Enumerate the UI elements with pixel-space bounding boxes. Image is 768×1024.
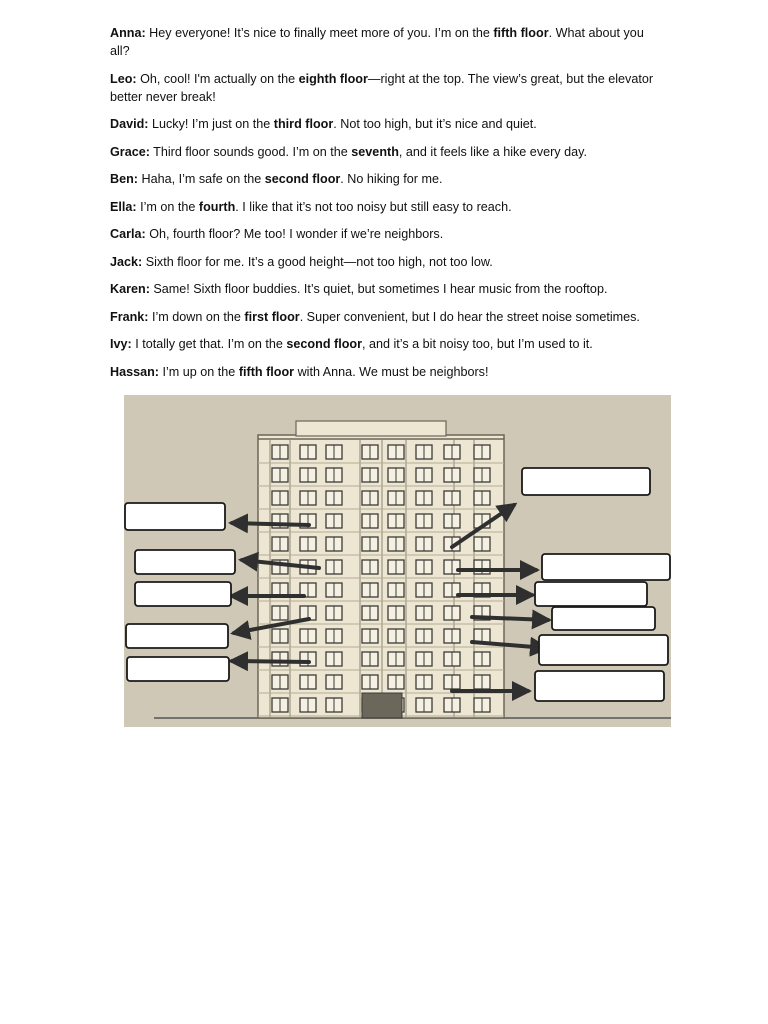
speaker-name: Anna: <box>110 26 146 40</box>
dialogue-text-segment: . Super convenient, but I do hear the street noise sometimes. <box>299 309 640 324</box>
dialogue-text-segment: Oh, cool! I'm actually on the <box>136 71 299 86</box>
dialogue-text <box>110 24 658 390</box>
speaker-name: Leo: <box>110 71 137 86</box>
dialogue-text-segment: Third floor sounds good. I’m on the <box>149 144 352 159</box>
speaker-name: Karen: <box>110 282 150 296</box>
speaker-name: Grace: <box>110 144 150 159</box>
dialogue-text-segment: , and it feels like a hike every day. <box>398 144 587 159</box>
dialogue-text-segment: I’m on the <box>136 199 199 214</box>
dialogue-text-segment: . What about you all? <box>110 26 644 58</box>
dialogue-line <box>110 280 658 298</box>
dialogue-line <box>110 143 658 161</box>
dialogue-line <box>110 115 658 133</box>
floor-highlight: fifth floor <box>238 364 295 379</box>
dialogue-text-segment: Lucky! I’m just on the <box>148 117 274 131</box>
dialogue-text-segment: . No hiking for me. <box>340 172 443 186</box>
answer-box[interactable] <box>535 582 647 606</box>
speaker-name: Carla: <box>110 227 146 241</box>
building-illustration <box>124 395 671 727</box>
pointer-arrow <box>232 523 309 525</box>
building-figure <box>124 395 671 727</box>
dialogue-text-segment: Hey everyone! It’s nice to finally meet more of you. I’m on the <box>145 26 494 40</box>
building-body <box>258 435 504 718</box>
dialogue-text-segment: . Not too high, but it’s nice and quiet. <box>333 117 537 131</box>
answer-box[interactable] <box>125 503 225 530</box>
dialogue-text-segment: Haha, I’m safe on the <box>138 172 265 186</box>
rooftop-structure <box>296 421 446 436</box>
building-entrance <box>362 693 402 718</box>
floor-highlight: eighth floor <box>298 71 368 86</box>
answer-box[interactable] <box>522 468 650 495</box>
dialogue-text-segment: Same! Sixth floor buddies. It’s quiet, but sometimes I hear music from the rooftop. <box>149 282 608 296</box>
dialogue-line <box>110 24 658 60</box>
answer-box[interactable] <box>135 582 231 606</box>
speaker-name: Hassan: <box>110 364 159 379</box>
floor-highlight: third floor <box>273 117 334 131</box>
speaker-name: David: <box>110 117 149 131</box>
speaker-name: Ivy: <box>110 337 132 351</box>
dialogue-line <box>110 70 658 106</box>
dialogue-text-segment: with Anna. We must be neighbors! <box>294 364 489 379</box>
dialogue-line <box>110 225 658 243</box>
answer-box[interactable] <box>539 635 668 665</box>
floor-highlight: fifth floor <box>493 26 549 40</box>
dialogue-line <box>110 198 658 216</box>
dialogue-text-segment: Oh, fourth floor? Me too! I wonder if we’re neighbors. <box>145 227 444 241</box>
speaker-name: Ella: <box>110 199 137 214</box>
dialogue-text-segment: . I like that it’s not too noisy but still easy to reach. <box>235 199 512 214</box>
dialogue-text-segment: —right at the top. The view’s great, but the elevator better never break! <box>110 71 654 104</box>
answer-box[interactable] <box>535 671 664 701</box>
floor-highlight: seventh <box>351 144 399 159</box>
speaker-name: Ben: <box>110 172 138 186</box>
dialogue-line <box>110 308 658 326</box>
dialogue-text-segment: I’m up on the <box>159 364 239 379</box>
dialogue-line <box>110 170 658 188</box>
answer-box[interactable] <box>542 554 670 580</box>
dialogue-text-segment: , and it’s a bit noisy too, but I’m used to it. <box>362 337 593 351</box>
speaker-name: Frank: <box>110 309 149 324</box>
floor-highlight: fourth <box>198 199 236 214</box>
answer-box[interactable] <box>127 657 229 681</box>
dialogue-text-segment: Sixth floor for me. It’s a good height—not too high, not too low. <box>142 254 493 269</box>
dialogue-text-segment: I totally get that. I’m on the <box>131 337 287 351</box>
dialogue-line <box>110 335 658 353</box>
answer-box[interactable] <box>552 607 655 630</box>
pointer-arrow <box>232 661 309 662</box>
dialogue-line <box>110 363 658 381</box>
dialogue-line <box>110 253 658 271</box>
answer-box[interactable] <box>135 550 235 574</box>
speaker-name: Jack: <box>110 254 143 269</box>
floor-highlight: second floor <box>264 172 341 186</box>
floor-highlight: first floor <box>244 309 300 324</box>
dialogue-text-segment: I’m down on the <box>148 309 245 324</box>
answer-box[interactable] <box>126 624 228 648</box>
floor-highlight: second floor <box>286 337 362 351</box>
